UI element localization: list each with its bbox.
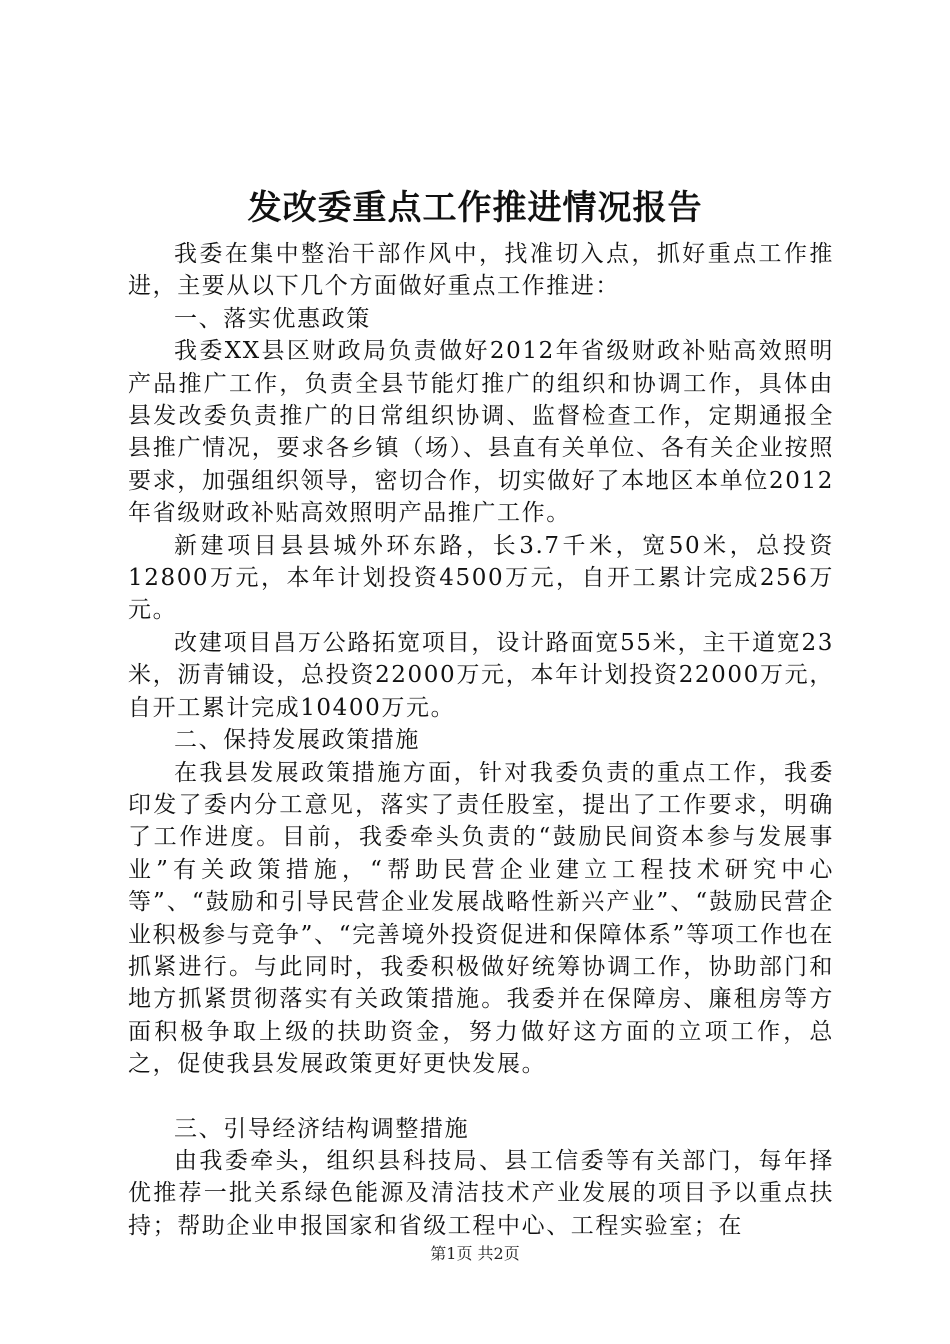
document-body xyxy=(128,238,834,1242)
section-heading-1: 一、落实优惠政策 xyxy=(174,305,371,332)
section-1-paragraph-1: 我委XX县区财政局负责做好2012年省级财政补贴高效照明产品推广工作，负责全县节能灯推广的组织和协调工作，具体由县发改委负责推广的日常组织协调、监督检查工作，定期通报全县推广情况，要求各乡镇（场）、县直有关单位、各有关企业按照要求，加强组织领导，密切合作，切实做好了本地区本单位2012年省级财政补贴高效照明产品推广工作。 xyxy=(128,338,834,527)
section-2-paragraph-1: 在我县发展政策措施方面，针对我委负责的重点工作，我委印发了委内分工意见，落实了责任股室，提出了工作要求，明确了工作进度。目前，我委牵头负责的“鼓励民间资本参与发展事业”有关政策措施，“帮助民营企业建立工程技术研究中心等”、“鼓励和引导民营企业发展战略性新兴产业”、“鼓励民营企业积极参与竞争”、“完善境外投资促进和保障体系”等项工作也在抓紧进行。与此同时，我委积极做好统筹协调工作，协助部门和地方抓紧贯彻落实有关政策措施。我委并在保障房、廉租房等方面积极争取上级的扶助资金，努力做好这方面的立项工作，总之，促使我县发展政策更好更快发展。 xyxy=(128,759,834,1078)
section-3-paragraph-1: 由我委牵头，组织县科技局、县工信委等有关部门，每年择优推荐一批关系绿色能源及清洁技术产业发展的项目予以重点扶持；帮助企业申报国家和省级工程中心、工程实验室；在 xyxy=(128,1147,834,1239)
section-1-paragraph-2: 新建项目县县城外环东路，长3.7千米，宽50米，总投资12800万元，本年计划投资4500万元，自开工累计完成256万元。 xyxy=(128,532,834,624)
page-number-footer: 第1页 共2页 xyxy=(430,1244,520,1263)
paragraph-gap xyxy=(128,1081,834,1113)
section-1-paragraph-3: 改建项目昌万公路拓宽项目，设计路面宽55米，主干道宽23米，沥青铺设，总投资22000万元，本年计划投资22000万元，自开工累计完成10400万元。 xyxy=(128,629,834,721)
section-heading-2: 二、保持发展政策措施 xyxy=(174,727,420,754)
document-title: 发改委重点工作推进情况报告 xyxy=(247,188,703,228)
intro-paragraph: 我委在集中整治干部作风中，找准切入点，抓好重点工作推进，主要从以下几个方面做好重点工作推进： xyxy=(128,241,834,300)
section-heading-3: 三、引导经济结构调整措施 xyxy=(174,1115,470,1142)
